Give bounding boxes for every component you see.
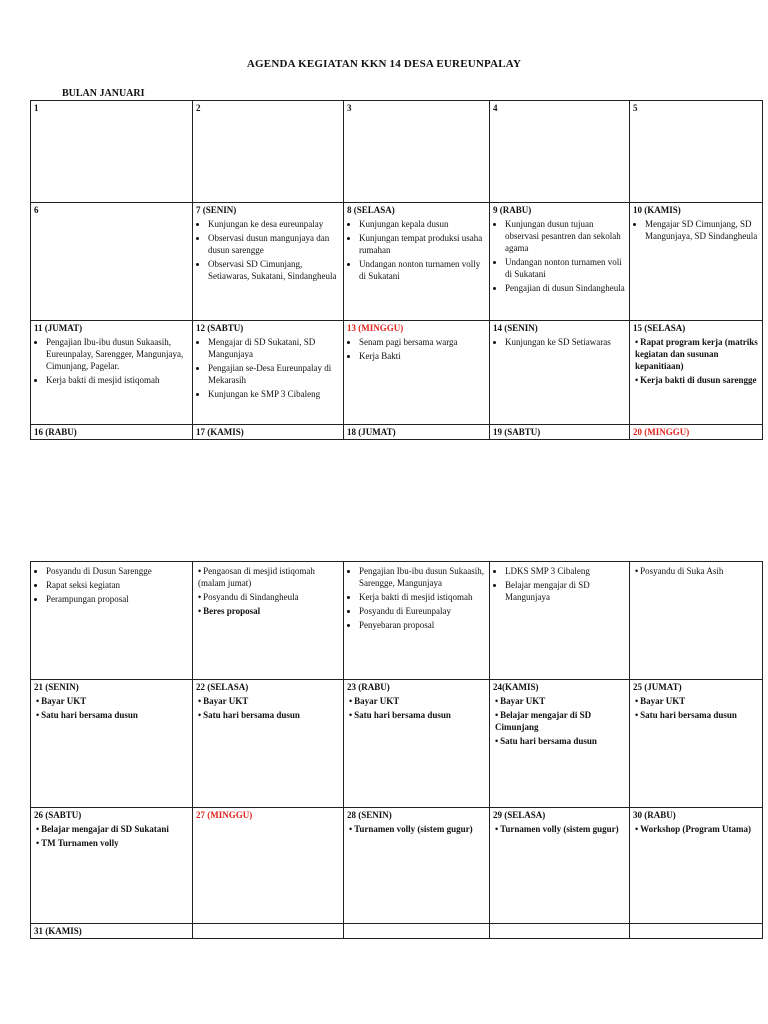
day-cell	[31, 924, 193, 939]
agenda-list	[633, 218, 759, 242]
day-cell	[31, 562, 193, 680]
agenda-list	[633, 823, 759, 835]
day-cell	[630, 203, 763, 321]
agenda-list	[633, 336, 759, 386]
agenda-item: • Observasi SD Cimunjang, Setiawaras, Sukatani, Sindangheula	[208, 258, 340, 282]
week-row-7	[31, 924, 763, 939]
week-row-4-agenda	[31, 562, 763, 680]
week-row-4-header	[31, 425, 763, 440]
day-number: 16 (RABU)	[34, 427, 77, 437]
day-number: 4	[493, 103, 498, 113]
day-cell	[31, 203, 193, 321]
day-cell	[490, 562, 630, 680]
day-number: 17 (KAMIS)	[196, 427, 244, 437]
agenda-item: • Satu hari bersama dusun	[36, 709, 189, 721]
agenda-item: • Senam pagi bersama warga	[359, 336, 486, 348]
day-number: 10 (KAMIS)	[633, 205, 681, 215]
week-row-1	[31, 101, 763, 203]
day-number: 23 (RABU)	[347, 682, 390, 692]
day-cell	[490, 425, 630, 440]
day-number: 22 (SELASA)	[196, 682, 249, 692]
agenda-item: • Posyandu di Eureunpalay	[359, 605, 486, 617]
agenda-item: • Rapat program kerja (matriks kegiatan dan susunan kepanitiaan)	[635, 336, 759, 372]
agenda-list	[34, 336, 189, 386]
agenda-item: • Posyandu di Dusun Sarengge	[46, 565, 189, 577]
agenda-list	[196, 218, 340, 282]
agenda-item: • Pengajian se-Desa Eureunpalay di Mekarasih	[208, 362, 340, 386]
agenda-list	[493, 336, 626, 348]
agenda-item: • Pengajian di dusun Sindangheula	[505, 282, 626, 294]
day-cell	[344, 425, 490, 440]
day-cell	[630, 924, 763, 939]
day-number-holiday: 27 (MINGGU)	[196, 810, 253, 820]
agenda-item: • Kerja Bakti	[359, 350, 486, 362]
day-number: 11 (JUMAT)	[34, 323, 83, 333]
agenda-list	[493, 823, 626, 835]
day-cell	[630, 101, 763, 203]
day-cell	[630, 562, 763, 680]
day-number: 25 (JUMAT)	[633, 682, 682, 692]
agenda-item: • Kunjungan dusun tujuan observasi pesantren dan sekolah agama	[505, 218, 626, 254]
day-cell	[344, 562, 490, 680]
agenda-list	[34, 695, 189, 721]
day-cell	[193, 924, 344, 939]
day-number: 31 (KAMIS)	[34, 926, 82, 936]
week-row-6	[31, 808, 763, 924]
agenda-list	[493, 695, 626, 747]
agenda-item: • Satu hari bersama dusun	[198, 709, 340, 721]
day-cell	[630, 680, 763, 808]
agenda-item: • Turnamen volly (sistem gugur)	[349, 823, 486, 835]
agenda-list	[347, 565, 486, 631]
agenda-list	[633, 695, 759, 721]
agenda-item: • Kerja bakti di mesjid istiqomah	[46, 374, 189, 386]
agenda-item: • Belajar mengajar di SD Mangunjaya	[505, 579, 626, 603]
day-cell	[490, 203, 630, 321]
agenda-item: • Kerja bakti di dusun sarengge	[635, 374, 759, 386]
agenda-item: • Bayar UKT	[495, 695, 626, 707]
day-cell	[344, 101, 490, 203]
agenda-item: • Kerja bakti di mesjid istiqomah	[359, 591, 486, 603]
day-number: 28 (SENIN)	[347, 810, 392, 820]
day-number: 29 (SELASA)	[493, 810, 546, 820]
day-cell	[193, 203, 344, 321]
calendar-table-bottom	[30, 561, 763, 939]
day-cell	[31, 808, 193, 924]
day-number: 14 (SENIN)	[493, 323, 538, 333]
agenda-item: • Undangan nonton turnamen voli di Sukatani	[505, 256, 626, 280]
agenda-item: • LDKS SMP 3 Cibaleng	[505, 565, 626, 577]
day-number-holiday: 20 (MINGGU)	[633, 427, 690, 437]
day-number: 26 (SABTU)	[34, 810, 82, 820]
day-cell	[344, 321, 490, 425]
day-cell	[31, 425, 193, 440]
agenda-item: • Satu hari bersama dusun	[495, 735, 626, 747]
day-number: 21 (SENIN)	[34, 682, 79, 692]
agenda-list	[196, 695, 340, 721]
day-number: 2	[196, 103, 201, 113]
agenda-item: • Kunjungan ke SMP 3 Cibaleng	[208, 388, 340, 400]
agenda-list	[34, 565, 189, 605]
agenda-item: • Belajar mengajar di SD Sukatani	[36, 823, 189, 835]
day-cell	[490, 321, 630, 425]
day-cell	[490, 808, 630, 924]
day-number: 12 (SABTU)	[196, 323, 244, 333]
day-cell	[344, 203, 490, 321]
day-number: 7 (SENIN)	[196, 205, 237, 215]
agenda-item: • Workshop (Program Utama)	[635, 823, 759, 835]
agenda-item: • Mengajar di SD Sukatani, SD Mangunjaya	[208, 336, 340, 360]
day-cell	[630, 425, 763, 440]
day-number: 30 (RABU)	[633, 810, 676, 820]
day-cell	[193, 562, 344, 680]
agenda-list	[347, 336, 486, 362]
agenda-item: • Perampungan proposal	[46, 593, 189, 605]
day-cell	[193, 425, 344, 440]
day-number: 18 (JUMAT)	[347, 427, 396, 437]
day-number: 8 (SELASA)	[347, 205, 395, 215]
day-cell	[31, 680, 193, 808]
agenda-list	[347, 695, 486, 721]
agenda-item: • TM Turnamen volly	[36, 837, 189, 849]
day-cell	[31, 321, 193, 425]
agenda-item: • Bayar UKT	[198, 695, 340, 707]
day-number: 9 (RABU)	[493, 205, 532, 215]
day-number: 5	[633, 103, 638, 113]
agenda-item: • Bayar UKT	[635, 695, 759, 707]
day-cell	[490, 101, 630, 203]
agenda-item: • Rapat seksi kegiatan	[46, 579, 189, 591]
day-cell	[630, 808, 763, 924]
day-cell	[193, 321, 344, 425]
month-label: BULAN JANUARI	[62, 88, 145, 99]
agenda-item: • Observasi dusun mangunjaya dan dusun sarengge	[208, 232, 340, 256]
agenda-item: • Pengajian Ibu-ibu dusun Sukaasih, Sarengge, Mangunjaya	[359, 565, 486, 589]
agenda-item: • Undangan nonton turnamen volly di Sukatani	[359, 258, 486, 282]
agenda-item: • Beres proposal	[198, 605, 340, 617]
agenda-item: • Turnamen volly (sistem gugur)	[495, 823, 626, 835]
agenda-item: • Belajar mengajar di SD Cimunjang	[495, 709, 626, 733]
agenda-item: • Kunjungan ke SD Setiawaras	[505, 336, 626, 348]
week-row-3	[31, 321, 763, 425]
agenda-item: • Satu hari bersama dusun	[635, 709, 759, 721]
week-row-5	[31, 680, 763, 808]
calendar-table-top	[30, 100, 763, 440]
document-title: AGENDA KEGIATAN KKN 14 DESA EUREUNPALAY	[246, 58, 522, 70]
day-cell	[193, 808, 344, 924]
day-cell	[31, 101, 193, 203]
agenda-list	[196, 565, 340, 617]
day-cell	[490, 924, 630, 939]
agenda-item: • Posyandu di Suka Asih	[635, 565, 759, 577]
agenda-list	[34, 823, 189, 849]
agenda-item: • Mengajar SD Cimunjang, SD Mangunjaya, SD Sindangheula	[645, 218, 759, 242]
agenda-list	[633, 565, 759, 577]
agenda-list	[347, 823, 486, 835]
day-cell	[630, 321, 763, 425]
agenda-item: • Bayar UKT	[349, 695, 486, 707]
day-cell	[490, 680, 630, 808]
agenda-item: • Satu hari bersama dusun	[349, 709, 486, 721]
day-cell	[193, 680, 344, 808]
agenda-list	[347, 218, 486, 282]
day-number: 15 (SELASA)	[633, 323, 686, 333]
agenda-item: • Bayar UKT	[36, 695, 189, 707]
day-number-holiday: 13 (MINGGU)	[347, 323, 404, 333]
day-number: 24(KAMIS)	[493, 682, 539, 692]
day-number: 19 (SABTU)	[493, 427, 541, 437]
day-cell	[344, 924, 490, 939]
agenda-list	[493, 218, 626, 294]
day-number: 1	[34, 103, 39, 113]
agenda-item: • Pengaosan di mesjid istiqomah (malam jumat)	[198, 565, 340, 589]
day-cell	[193, 101, 344, 203]
week-row-2	[31, 203, 763, 321]
agenda-item: • Penyebaran proposal	[359, 619, 486, 631]
agenda-item: • Pengajian Ibu-ibu dusun Sukaasih, Eureunpalay, Sarengger, Mangunjaya, Cimunjang, Pagelar.	[46, 336, 189, 372]
agenda-item: • Posyandu di Sindangheula	[198, 591, 340, 603]
agenda-item: • Kunjungan kepala dusun	[359, 218, 486, 230]
agenda-list	[493, 565, 626, 603]
day-cell	[344, 808, 490, 924]
agenda-list	[196, 336, 340, 400]
agenda-item: • Kunjungan tempat produksi usaha rumahan	[359, 232, 486, 256]
agenda-item: • Kunjungan ke desa eureunpalay	[208, 218, 340, 230]
day-number: 3	[347, 103, 352, 113]
day-number: 6	[34, 205, 39, 215]
day-cell	[344, 680, 490, 808]
